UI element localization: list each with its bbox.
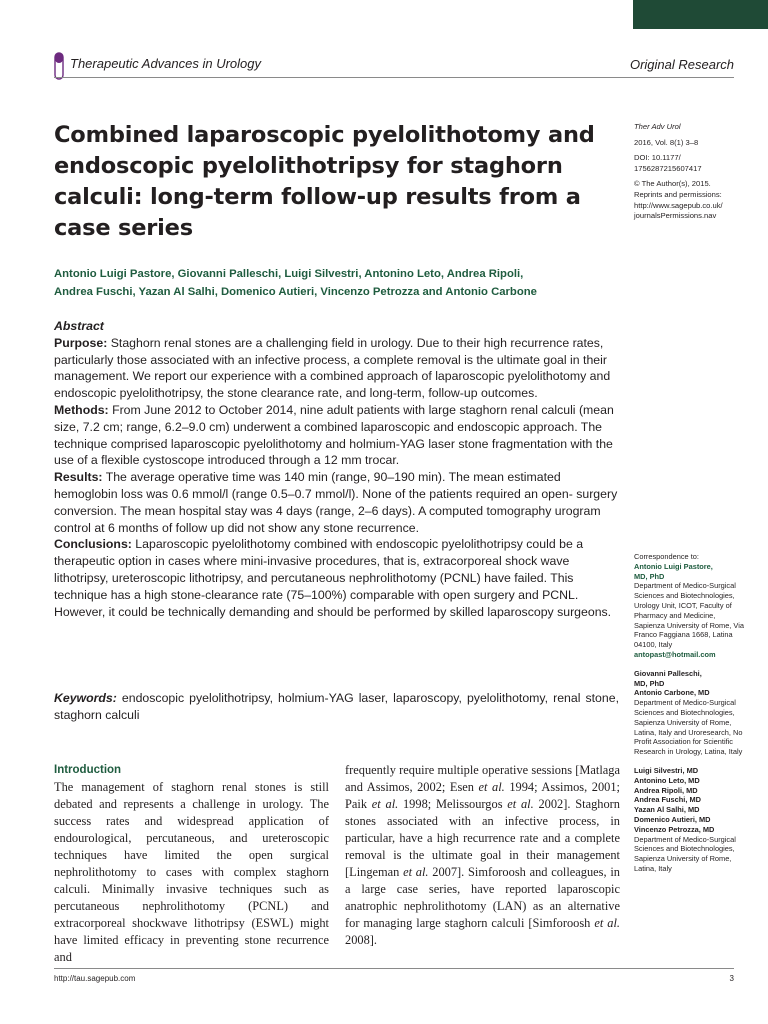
keywords-text: endoscopic pyelolithotripsy, holmium-YAG laser, laparoscopy, pyelolithotomy, renal stone, staghorn calculi [54,691,619,722]
methods-label: Methods: [54,402,109,417]
affil-author-degree: MD, PhD [634,678,665,688]
author-line-2: Andrea Fuschi, Yazan Al Salhi, Domenico Autieri, Vincenzo Petrozza and Antonio Carbone [54,286,537,298]
text-run: 2002]. Staghorn stones associated with an infective process, in particular, have a high recurrence rate and a complete removal is the ultimate goal in their management [Lingeman [345,796,620,879]
affil-author-name: Giovanni Palleschi, [634,668,702,678]
affil-author-name: Vincenzo Petrozza, MD [634,824,715,834]
volume-info: 2016, Vol. 8(1) 3–8 [634,137,699,147]
purpose-text: Staghorn renal stones are a challenging field in urology. Due to their high recurrence rates, particularly those associated with an infective process, a complete removal is the ultimate goal in their management. We report our experience with a combined approach of laparoscopic pyelolithotomy and endoscopic pyelolithotripsy, the stone clearance rate, and long-term, follow-up outcomes. [54,335,611,401]
text-run: 1994; Assimos, 2001; Paik [345,779,620,811]
abstract-purpose [54,335,619,402]
intro-paragraph-right [345,762,620,948]
journal-abbrev: Ther Adv Urol [634,122,681,131]
correspondence-label: Correspondence to: [634,552,699,561]
abstract-heading: Abstract [54,319,104,333]
permissions-link[interactable]: http://www.sagepub.co.uk/ [634,200,723,210]
section-type: Original Research [629,57,734,72]
doi-label: DOI: 10.1177/ [634,153,681,163]
affil-author-name: Antonio Carbone, MD [634,688,710,698]
copyright: © The Author(s), 2015. [634,179,711,189]
author-list [54,265,614,301]
correspondence-block [634,552,744,874]
conclusions-text: Laparoscopic pyelolithotomy combined with endoscopic pyelolithotripsy could be a therapeutic option in cases where mini-invasive procedures, that is, extracorporeal shock wave lithotripsy, ureteroscopic lithotripsy, and percutaneous nephrolithotomy (PCNL) have failed. This technique has a high stone-clearance rate (75–100%) comparable with open surgery and PCNL. However, it could be technically demanding and should be performed by skilled laparoscopy surgeons. [54,537,612,619]
text-run: frequently require multiple operative sessions [Matlaga and Assimos, 2002; Esen [345,763,620,794]
text-run: 2008]. [345,932,378,947]
permissions-link-2[interactable]: journalsPermissions.nav [634,211,717,221]
corr-email-link[interactable]: antopast@hotmail.com [634,649,716,659]
intro-paragraph-left: The management of staghorn renal stones is still debated and represents a challenge in urology. The success rates and widespread application of endourological, percutaneous, and ureteroscopic techniques have limited the open surgical nephrolithotomy to cases with complex staghorn calculi. Minimally invasive techniques such as percutaneous nephrolithotomy (PCNL) and extracorporeal shockwave lithotripsy (ESWL) might have limited efficacy in preventing stone recurrence and [54,780,329,964]
text-run: 2007]. Simforoosh and colleagues, in a large case series, have reported laparoscopic anatrophic nephrolithotomy (LAN) as an alternative for managing large staghorn calculi [Simforoosh [345,864,620,930]
affil-author-name: Andrea Ripoli, MD [634,785,698,795]
results-label: Results: [54,470,103,485]
body-column-left [54,762,329,965]
abstract-conclusions [54,536,619,620]
header-divider [54,77,734,78]
abstract-methods [54,402,619,469]
article-meta [634,122,744,222]
text-run: 1998; Melissourgos [398,796,508,811]
affil-author-name: Yazan Al Salhi, MD [634,805,700,815]
corr-author-degree: MD, PhD [634,571,665,581]
corr-author-name: Antonio Luigi Pastore, [634,561,713,571]
keywords [54,690,619,724]
purpose-label: Purpose: [54,335,108,350]
affil-address: Department of Medico-Surgical Sciences and Biotechnologies, Sapienza University of Rome, Latina, Italy and Uroresearch, No Profit Association for Scientific Research in Urology, Latina, Italy [634,698,743,757]
affil-author-name: Luigi Silvestri, MD [634,765,699,775]
affil-address: Department of Medico-Surgical Sciences and Biotechnologies, Sapienza University of Rome, Latina, Italy [634,834,736,873]
introduction-heading: Introduction [54,764,122,776]
et-al: et al. [403,864,429,879]
affil-author-name: Antonino Leto, MD [634,775,700,785]
affil-author-name: Andrea Fuschi, MD [634,795,701,805]
abstract [54,318,619,620]
footer-url-link[interactable]: http://tau.sagepub.com [54,974,136,983]
header-accent-block [633,0,768,29]
results-text: The average operative time was 140 min (range, 90–190 min). The mean estimated hemoglobin loss was 0.6 mmol/l (range 0.5–0.7 mmol/l). None of the patients required an open- surgery conversion. The mean hospital stay was 4 days (range, 2–6 days). A computed tomography urogram control at 6 months of follow up did not show any stone recurrence. [54,470,618,535]
journal-name: Therapeutic Advances in Urology [70,56,262,71]
et-al: et al. [371,796,399,811]
et-al: et al. [478,779,505,794]
et-al: et al. [507,796,534,811]
abstract-results [54,469,619,536]
et-al: et al. [594,915,620,930]
corr-address: Department of Medico-Surgical Sciences and Biotechnologies, Urology Unit, ICOT, Faculty of Pharmacy and Medicine, Sapienza University of Rome, Via Franco Faggiana 1668, Latina 04100, Italy [634,581,744,650]
permissions-label: Reprints and permissions: [634,189,722,199]
body-column-right [345,762,620,948]
article-title: Combined laparoscopic pyelolithotomy and endoscopic pyelolithotripsy for staghorn calculi: long-term follow-up results from a case series [54,122,595,241]
footer-divider [54,968,734,969]
journal-logo-icon [54,52,64,80]
page-number: 3 [729,974,734,983]
doi-value: 1756287215607417 [634,163,702,173]
keywords-label: Keywords: [54,691,117,705]
methods-text: From June 2012 to October 2014, nine adult patients with large staghorn renal calculi (mean size, 7.2 cm; range, 6.2–9.0 cm) underwent a combined laparoscopic and endoscopic approach. The technique comprised laparoscopic pyelolithotomy and holmium-YAG laser stone fragmentation with the use of a flexible cystoscope introduced through a 12 mm trocar. [54,402,614,468]
author-line-1: Antonio Luigi Pastore, Giovanni Palleschi, Luigi Silvestri, Antonino Leto, Andrea Ripoli, [54,268,524,280]
affil-author-name: Domenico Autieri, MD [634,814,711,824]
conclusions-label: Conclusions: [54,537,132,552]
